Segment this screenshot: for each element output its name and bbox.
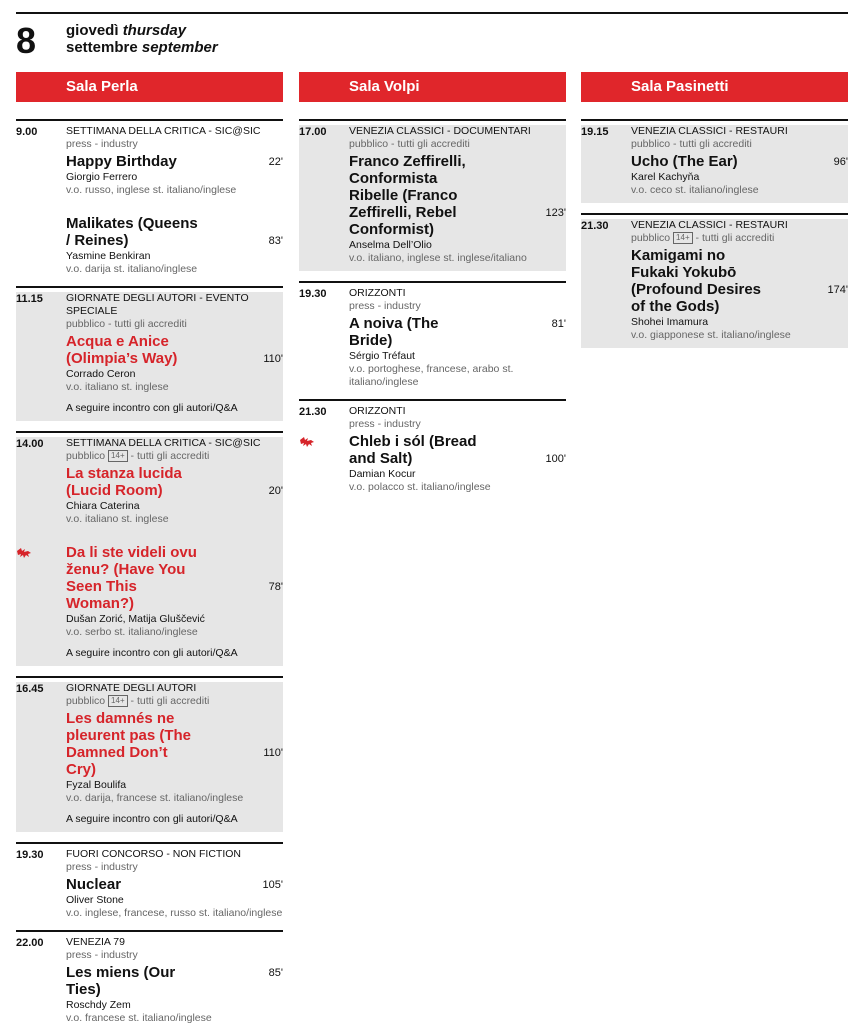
access-label: pubblico - tutti gli accrediti (66, 318, 187, 330)
film-entry (349, 433, 566, 494)
screening-time: 21.30 (581, 220, 609, 232)
film-duration: 123' (545, 207, 566, 219)
film-duration: 22' (268, 156, 283, 168)
film-director: Dušan Zorić, Matija Gluščević (66, 613, 205, 625)
screening-note: A seguire incontro con gli autori/Q&A (66, 402, 238, 414)
venue-header: Sala Perla (16, 72, 283, 102)
screening-time: 11.15 (16, 293, 43, 305)
film-language: v.o. polacco st. italiano/inglese (349, 481, 491, 493)
film-entry (66, 710, 283, 805)
section-label: GIORNATE DEGLI AUTORI - EVENTO SPECIALE (66, 292, 249, 317)
screening-time: 17.00 (299, 126, 327, 138)
screening-content (66, 125, 283, 276)
page-header (16, 12, 848, 62)
screening-content (16, 682, 283, 832)
access-label: press - industry (66, 949, 138, 961)
film-duration: 105' (262, 879, 283, 891)
month-en: september (141, 39, 218, 56)
film-entry (631, 153, 848, 197)
section-label: VENEZIA CLASSICI - RESTAURI (631, 219, 788, 231)
film-duration: 96' (833, 156, 848, 168)
screening-block (299, 399, 566, 500)
film-language: v.o. russo, inglese st. italiano/inglese (66, 184, 237, 196)
film-title: Malikates (Queens / Reines) (66, 215, 198, 249)
film-entry (66, 465, 283, 526)
access-label: press - industry (66, 138, 138, 150)
film-director: Corrado Ceron (66, 368, 136, 380)
film-director: Giorgio Ferrero (66, 171, 138, 183)
age-badge: 14+ (673, 232, 693, 244)
day-it: giovedì (66, 22, 119, 39)
film-duration: 174' (827, 284, 848, 296)
access-post: - tutti gli accrediti (130, 695, 210, 707)
screening-block (581, 213, 848, 354)
film-director: Sérgio Tréfaut (349, 350, 415, 362)
day-en: thursday (122, 22, 187, 39)
film-duration: 85' (268, 967, 283, 979)
column-sala-volpi (299, 72, 566, 504)
date-lines (66, 22, 218, 56)
screening-block (299, 281, 566, 395)
film-language: v.o. italiano st. inglese (66, 381, 169, 393)
access-label: pubblico - tutti gli accrediti (349, 138, 470, 150)
access-label: press - industry (66, 861, 138, 873)
film-title: Franco Zeffirelli, Conformista Ribelle (Franco Zeffirelli, Rebel Conformist) (349, 153, 466, 238)
film-title: Ucho (The Ear) (631, 153, 738, 170)
film-director: Fyzal Boulifa (66, 779, 127, 791)
film-entry (66, 544, 283, 639)
film-duration: 100' (545, 453, 566, 465)
film-title: A noiva (The Bride) (349, 315, 439, 349)
film-director: Shohei Imamura (631, 316, 709, 328)
access-post: - tutti gli accrediti (130, 450, 210, 462)
screening-content (16, 292, 283, 421)
film-director: Oliver Stone (66, 894, 124, 906)
column-sala-pasinetti (581, 72, 848, 358)
screening-time: 14.00 (16, 438, 44, 450)
film-duration: 110' (263, 353, 283, 365)
film-duration: 20' (268, 485, 283, 497)
section-label: VENEZIA CLASSICI - RESTAURI (631, 125, 788, 137)
access-pre: pubblico (66, 695, 106, 707)
film-entry (66, 964, 283, 1025)
screening-content (66, 848, 283, 920)
film-entry (66, 153, 283, 197)
screening-time: 21.30 (299, 406, 327, 418)
screening-content (16, 437, 283, 666)
access-label (66, 450, 283, 463)
film-entry (66, 876, 283, 920)
film-title: Happy Birthday (66, 153, 177, 170)
screening-content (299, 125, 566, 271)
film-title: Da li ste videli ovu ženu? (Have You Seen This Woman?) (66, 544, 197, 612)
film-entry (349, 153, 566, 265)
section-label: FUORI CONCORSO - NON FICTION (66, 848, 241, 860)
film-language: v.o. ceco st. italiano/inglese (631, 184, 759, 196)
screening-time: 19.30 (16, 849, 44, 861)
film-title: Nuclear (66, 876, 122, 893)
film-entry (631, 247, 848, 342)
access-label (631, 232, 848, 245)
section-label: SETTIMANA DELLA CRITICA - SIC@SIC (66, 125, 261, 137)
section-label: ORIZZONTI (349, 405, 406, 417)
film-language: v.o. portoghese, francese, arabo st. italiano/inglese (349, 363, 514, 388)
film-title: Les damnés ne pleurent pas (The Damned Don’t Cry) (66, 710, 192, 778)
screening-content (349, 405, 566, 494)
film-duration: 78' (268, 581, 283, 593)
film-language: v.o. serbo st. italiano/inglese (66, 626, 198, 638)
screening-block (16, 286, 283, 427)
winged-lion-icon (299, 436, 315, 448)
film-title: Les miens (Our Ties) (66, 964, 176, 998)
section-label: ORIZZONTI (349, 287, 406, 299)
access-label (66, 695, 283, 708)
film-language: v.o. giapponese st. italiano/inglese (631, 329, 791, 341)
screening-block (16, 431, 283, 672)
access-label: press - industry (349, 300, 421, 312)
film-director: Yasmine Benkiran (66, 250, 151, 262)
winged-lion-icon (16, 547, 32, 559)
screening-block (299, 119, 566, 277)
access-pre: pubblico (631, 232, 671, 244)
screening-note: A seguire incontro con gli autori/Q&A (66, 647, 238, 659)
screening-content (66, 936, 283, 1025)
section-label: VENEZIA 79 (66, 936, 125, 948)
age-badge: 14+ (108, 695, 128, 707)
section-label: SETTIMANA DELLA CRITICA - SIC@SIC (66, 437, 261, 449)
film-title: La stanza lucida (Lucid Room) (66, 465, 182, 499)
screening-block (16, 842, 283, 926)
film-language: v.o. darija, francese st. italiano/inglese (66, 792, 244, 804)
age-badge: 14+ (108, 450, 128, 462)
screening-time: 16.45 (16, 683, 44, 695)
screening-block (16, 676, 283, 838)
access-pre: pubblico (66, 450, 106, 462)
day-number: 8 (16, 20, 36, 61)
access-label: press - industry (349, 418, 421, 430)
venue-header: Sala Pasinetti (581, 72, 848, 102)
screening-time: 19.15 (581, 126, 609, 138)
film-title: Chleb i sól (Bread and Salt) (349, 433, 477, 467)
screening-content (349, 287, 566, 389)
film-director: Karel Kachyňa (631, 171, 700, 183)
screening-time: 22.00 (16, 937, 44, 949)
access-label: pubblico - tutti gli accrediti (631, 138, 752, 150)
column-sala-perla (16, 72, 283, 1035)
film-director: Damian Kocur (349, 468, 416, 480)
screening-block (581, 119, 848, 209)
film-director: Chiara Caterina (66, 500, 140, 512)
film-director: Roschdy Zem (66, 999, 131, 1011)
film-entry (66, 333, 283, 394)
screening-block (16, 119, 283, 282)
section-label: GIORNATE DEGLI AUTORI (66, 682, 197, 694)
film-entry (349, 315, 566, 389)
screening-block (16, 930, 283, 1031)
screening-note: A seguire incontro con gli autori/Q&A (66, 813, 238, 825)
screening-content (581, 219, 848, 348)
film-title: Kamigami no Fukaki Yokubō (Profound Desires of the Gods) (631, 247, 762, 315)
venue-header: Sala Volpi (299, 72, 566, 102)
film-duration: 110' (263, 747, 283, 759)
film-language: v.o. italiano, inglese st. inglese/italiano (349, 252, 527, 264)
screening-time: 19.30 (299, 288, 327, 300)
film-duration: 83' (268, 235, 283, 247)
film-title: Acqua e Anice (Olimpia’s Way) (66, 333, 178, 367)
film-duration: 81' (551, 318, 566, 330)
film-language: v.o. darija st. italiano/inglese (66, 263, 198, 275)
film-language: v.o. inglese, francese, russo st. italiano/inglese (66, 907, 283, 919)
screening-content (581, 125, 848, 203)
film-director: Anselma Dell’Olio (349, 239, 432, 251)
film-language: v.o. francese st. italiano/inglese (66, 1012, 212, 1024)
film-language: v.o. italiano st. inglese (66, 513, 169, 525)
section-label: VENEZIA CLASSICI - DOCUMENTARI (349, 125, 531, 137)
film-entry (66, 215, 283, 276)
screening-time: 9.00 (16, 126, 38, 138)
month-it: settembre (66, 39, 138, 56)
access-post: - tutti gli accrediti (695, 232, 775, 244)
